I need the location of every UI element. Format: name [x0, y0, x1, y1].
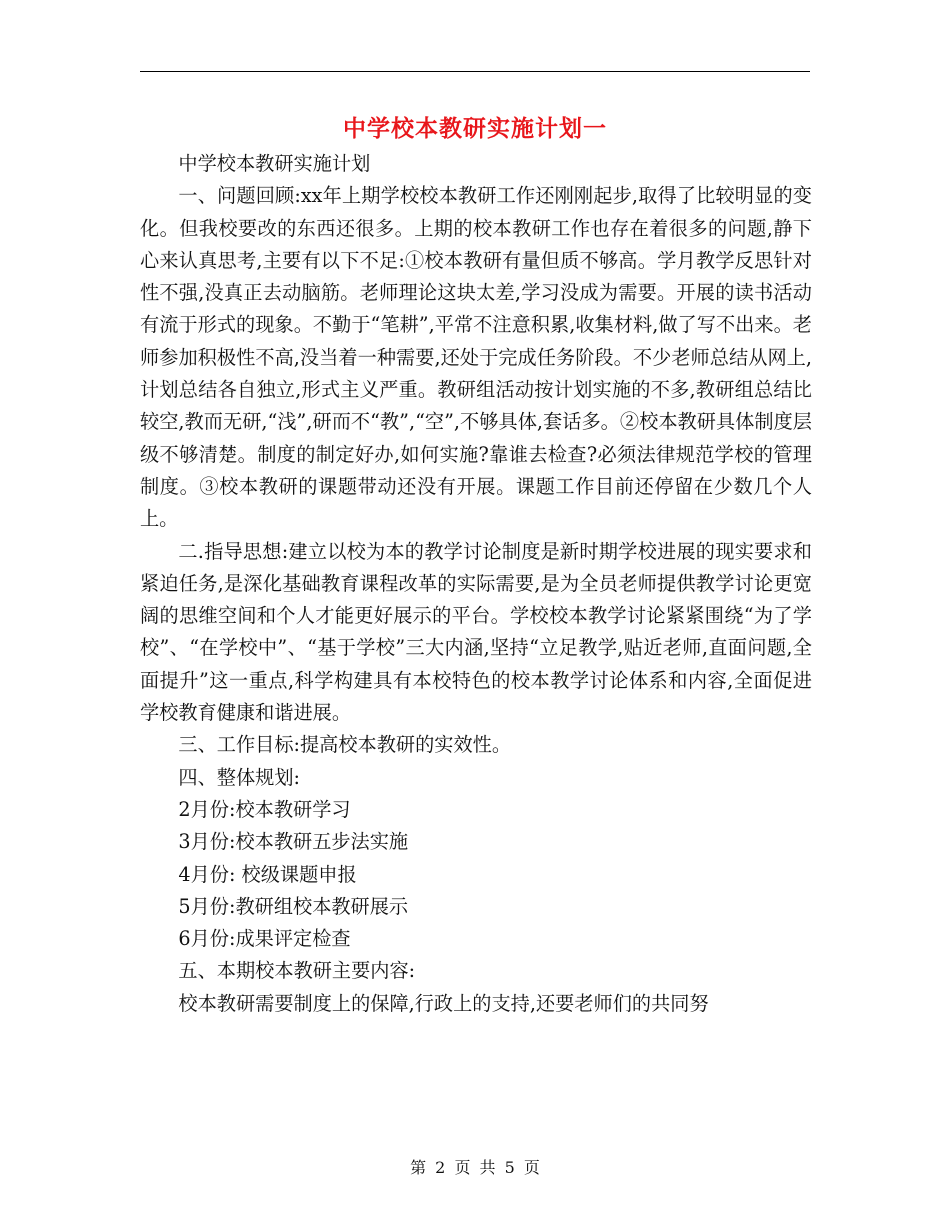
document-body	[140, 148, 812, 1020]
paragraph: 一、问题回顾:xx年上期学校校本教研工作还刚刚起步,取得了比较明显的变化。但我校要改的东西还很多。上期的校本教研工作也存在着很多的问题,静下心来认真思考,主要有以下不足:①校本教研有量但质不够高。学月教学反思针对性不强,没真正去动脑筋。老师理论这块太差,学习没成为需要。开展的读书活动有流于形式的现象。不勤于“笔耕”,平常不注意积累,收集材料,做了写不出来。老师参加积极性不高,没当着一种需要,还处于完成任务阶段。不少老师总结从网上,计划总结各自独立,形式主义严重。教研组活动按计划实施的不多,教研组总结比较空,教而无研,“浅”,研而不“教”,“空”,不够具体,套话多。②校本教研具体制度层级不够清楚。制度的制定好办,如何实施?靠谁去检查?必须法律规范学校的管理制度。③校本教研的课题带动还没有开展。课题工作目前还停留在少数几个人上。	[140, 184, 812, 531]
header-rule	[140, 71, 810, 72]
page-number: 第 2 页 共 5 页	[410, 1158, 540, 1177]
paragraph: 3月份:校本教研五步法实施	[178, 830, 409, 854]
paragraph: 五、本期校本教研主要内容:	[178, 959, 416, 983]
paragraph: 中学校本教研实施计划	[178, 152, 371, 175]
paragraph: 2月份:校本教研学习	[178, 797, 351, 821]
paragraph: 4月份: 校级课题申报	[178, 862, 357, 886]
paragraph: 三、工作目标:提高校本教研的实效性。	[178, 733, 512, 757]
paragraph: 四、整体规划:	[178, 765, 300, 789]
paragraph: 5月份:教研组校本教研展示	[178, 894, 409, 918]
paragraph: 6月份:成果评定检查	[178, 927, 351, 951]
paragraph: 校本教研需要制度上的保障,行政上的支持,还要老师们的共同努	[178, 991, 709, 1015]
paragraph: 二.指导思想:建立以校为本的教学讨论制度是新时期学校进展的现实要求和紧迫任务,是深化基础教育课程改革的实际需要,是为全员老师提供教学讨论更宽阔的思维空间和个人才能更好展示的平台。学校校本教学讨论紧紧围绕“为了学校”、“在学校中”、“基于学校”三大内涵,坚持“立足教学,贴近老师,直面问题,全面提升”这一重点,科学构建具有本校特色的校本教学讨论体系和内容,全面促进学校教育健康和谐进展。	[140, 539, 812, 725]
document-title: 中学校本教研实施计划一	[343, 115, 607, 142]
